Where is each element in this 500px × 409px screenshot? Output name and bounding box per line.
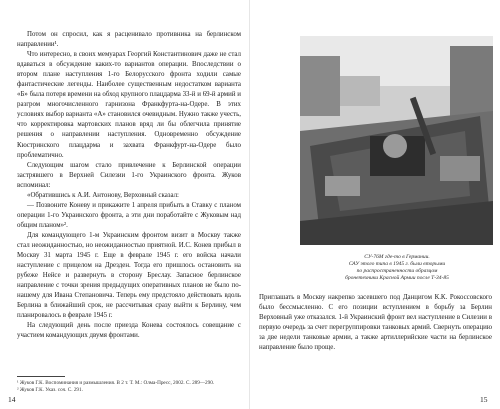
caption-line: СУ-76М где-то в Германии. [364, 254, 430, 260]
paragraph: Для командующего 1-м Украинским фронтом визит в Москву также стал неожиданностью, но неожиданностью приятной. И.С. Конев прибыл в Москву 31 марта 1945 г. Еще в феврале 1945 г. его войска начали наступление с прицелом на Дрезден. Тогда его пришлось остановить на рубеже Нейсе и развернуть в сторону Бреслау. Запасное берлинское направление с точки зрения предыдущих оперативных планов не было по-нашему для Ивана Степановича. Теперь ему предстояло действовать вдоль Берлина в ближайший срок, не рассчитывая сразу выйти к Берлину, чем планировалось в феврале 1945 г. [17, 231, 241, 320]
caption-line: САУ этого типа в 1945 г. были вторыми [348, 261, 446, 268]
paragraph: Что интересно, в своих мемуарах Георгий Константинович даже не стал вдаваться в обсуждение каких-то вариантов операции. Впоследствии о втором плане наступления 1-го Белорусского фронта ходили самые фантастические легенды. Наиболее существенным недостатком варианта «Б» была потеря времени на обход крупного плацдарма 33-й и 69-й армий и разгром многочисленного гарнизона Франкфурта-на-Одере. В этих условиях выбор варианта «А» становился очевидным. Нужно также учесть, что корректировка мартовских планов вряд ли бы облегчила принятие решения о направлении наступления. Одновременно обсуждение Кюстринского плацдарма и захвата Франкфурт-на-Одере было проблематично. [17, 51, 241, 159]
paragraph: Приглашать в Москву накрепко засевшего под Данцигом К.К. Рокоссовского было бессмысленно. С его позиции вступлением в борьбу за Берлин Верховный уже отказался. 1-й Украинский фронт вел наступление в Силезии в первую очередь за счет перегруппировки танковых армий. Свернуть операцию за две недели танковые армии, а также артиллерийские части на берлинское направление было проще. [259, 294, 492, 352]
paragraph: На следующий день после приезда Конева состоялось совещание с участием командующих двумя фронтами. [17, 322, 241, 340]
page-number: 14 [8, 395, 16, 404]
photo-caption [306, 254, 488, 282]
caption-line: по распространенности образцом [356, 268, 438, 275]
footnote: ¹ Жуков Г.К. Воспоминания и размышления. В 2 т. Т. М.: Олма-Пресс, 2002. С. 289—290. [17, 380, 215, 386]
footnotes [17, 380, 241, 394]
footnote-rule [17, 376, 65, 377]
paragraph: — Позвоните Коневу и прикажите 1 апреля прибыть в Ставку с планом операции 1-го Украинского фронта, а эти дни поработайте с Жуковым над общим планом»². [17, 201, 241, 229]
paragraph: Следующим шагом стало привлечение к Берлинской операции застрявшего в Верхней Силезии 1-го Украинского фронта. Жуков вспоминал: [17, 161, 241, 189]
right-page [250, 0, 500, 409]
paragraph: «Обратившись к А.И. Антонову, Верховный сказал: [27, 191, 179, 199]
right-page-text [259, 293, 492, 353]
left-page-text [17, 30, 241, 341]
footnote: ² Жуков Г.К. Указ. соч. С. 291. [17, 386, 83, 393]
paragraph: Потом он спросил, как я расценивало противника на берлинском направлении¹. [17, 31, 241, 49]
photo-su76m-self-propelled-gun [300, 36, 493, 245]
caption-line: бронетехники Красной Армии после Т-34-85 [345, 275, 449, 282]
page-number: 15 [480, 395, 488, 404]
